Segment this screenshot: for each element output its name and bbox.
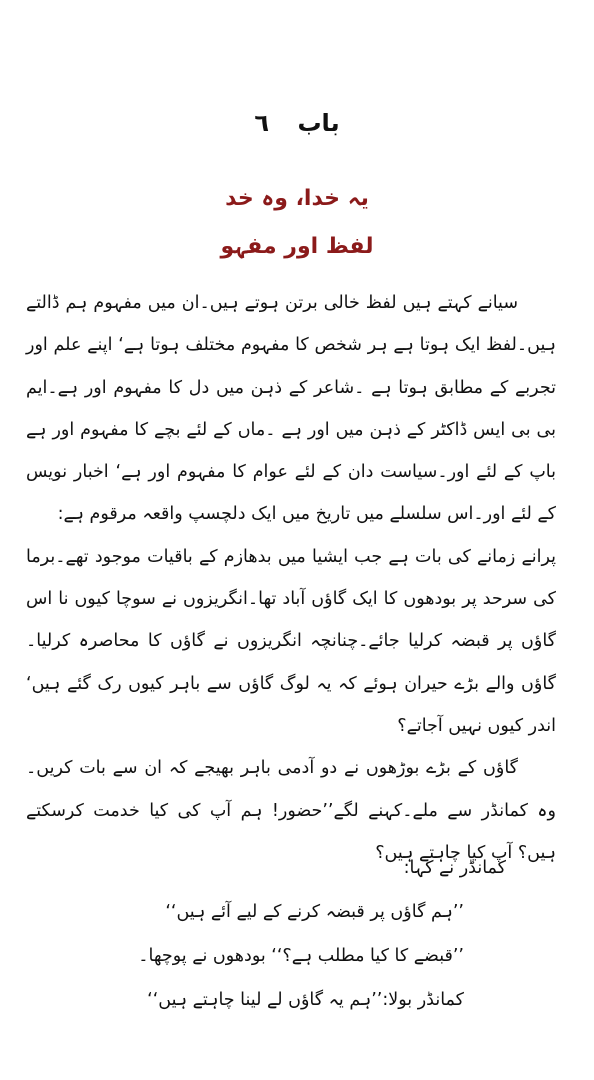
dialogue-line: کمانڈر نے کہا: [403, 858, 506, 878]
dialogue-line: ’’قبضے کا کیا مطلب ہے؟‘‘ بودھوں نے پوچھا۔ [138, 946, 464, 966]
body-text [26, 282, 556, 874]
paragraph-story: پرانے زمانے کی بات ہے جب ایشیا میں بدھازم کے باقیات موجود تھے۔برما کی سرحد پر بودھوں کا ایک گاؤں آباد تھا۔انگریزوں نے سوچا کیوں نا اس گاؤں پر قبضہ کرلیا جائے۔چنانچہ انگریزوں نے گاؤں کا محاصرہ کرلیا۔گاؤں والے بڑے حیران ہوئے کہ یہ لوگ گاؤں سے باہر کیوں رک گئے ہیں‘ اندر کیوں نہیں آجاتے؟ [26, 546, 556, 736]
paragraph-intro: سیانے کہتے ہیں لفظ خالی برتن ہوتے ہیں۔ان میں مفہوم ہم ڈالتے ہیں۔لفظ ایک ہوتا ہے ہر شخص کا مفہوم مختلف ہوتا ہے‘ اپنے علم اور تجربے کے مطابق ہوتا ہے ۔شاعر کے ذہن میں دل کا مفہوم اور ہے۔ایم بی بی ایس ڈاکٹر کے ذہن میں اور ہے ۔ماں کے لئے بچے کا مفہوم اور ہے باپ کے لئے اور۔سیاست دان کے لئے عوام کا مفہوم اور ہے‘ اخبار نویس کے لئے اور۔اس سلسلے میں تاریخ میں ایک دلچسپ واقعہ مرقوم ہے: [26, 293, 556, 525]
paragraph-elders: گاؤں کے بڑے بوڑھوں نے دو آدمی باہر بھیجے کہ ان سے بات کریں۔وہ کمانڈر سے ملے۔کہنے لگے’’حضور! ہم آپ کی کیا خدمت کرسکتے ہیں؟ آپ کیا چاہتے ہیں؟ [26, 758, 556, 863]
section-title: لفظ اور مفہو [220, 234, 374, 259]
chapter-title: یہ خدا، وہ خد [225, 186, 369, 211]
dialogue-line: ’’ہم گاؤں پر قبضہ کرنے کے لیے آئے ہیں‘‘ [165, 902, 464, 922]
chapter-heading [0, 106, 594, 140]
chapter-number: ٦ [254, 109, 270, 137]
chapter-word: باب [297, 109, 340, 137]
dialogue-line: کمانڈر بولا:’’ہم یہ گاؤں لے لینا چاہتے ہیں‘‘ [147, 990, 464, 1010]
dialogue-block [0, 846, 594, 1022]
